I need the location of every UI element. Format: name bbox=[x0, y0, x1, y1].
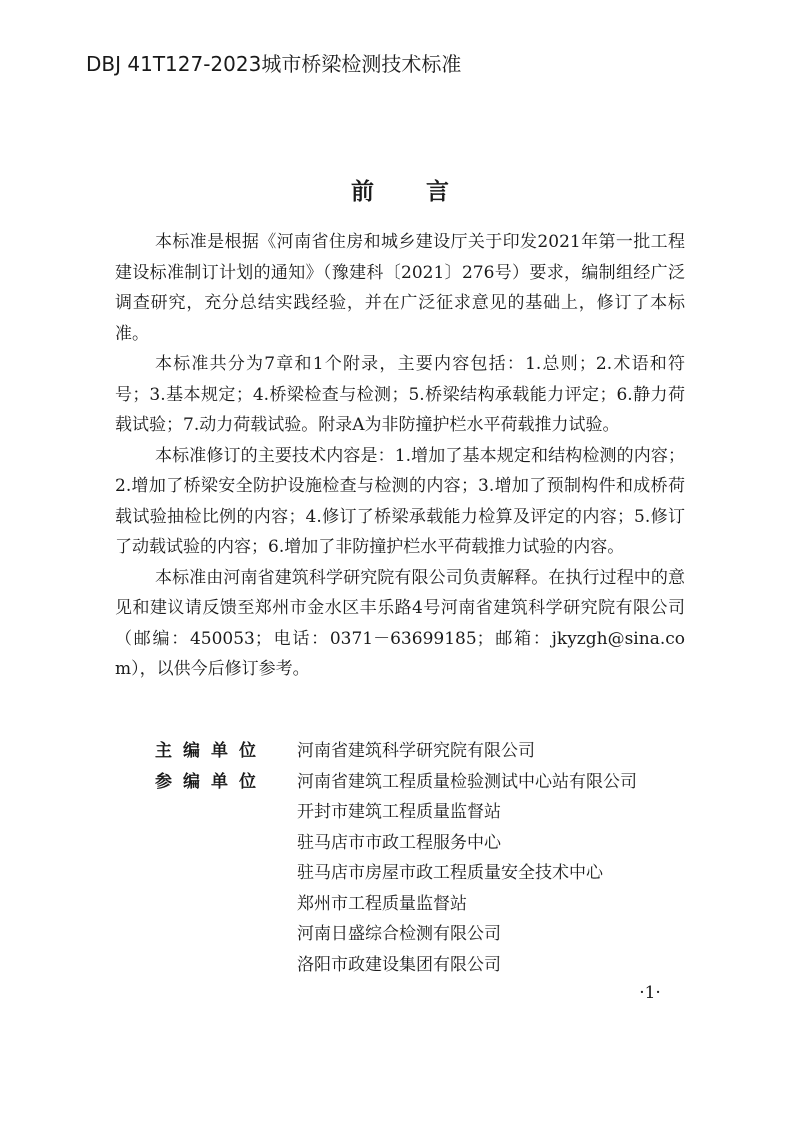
chief-unit-list bbox=[297, 736, 535, 767]
page-number: ·1· bbox=[639, 983, 661, 1003]
drafting-units bbox=[155, 736, 715, 980]
paragraph-interpretation: 本标准由河南省建筑科学研究院有限公司负责解释。在执行过程中的意见和建议请反馈至郑州市金水区丰乐路4号河南省建筑科学研究院有限公司（邮编：450053；电话：0371－63699185；邮箱：jkyzgh@sina.com），以供今后修订参考。 bbox=[115, 567, 685, 679]
participating-units-label: 参编单位 bbox=[155, 771, 267, 792]
participating-units-list bbox=[297, 767, 637, 981]
participating-unit: 洛阳市政建设集团有限公司 bbox=[297, 954, 501, 975]
page-title: 前言 bbox=[351, 179, 501, 205]
paragraph-basis: 本标准是根据《河南省住房和城乡建设厅关于印发2021年第一批工程建设标准制订计划的通知》（豫建科〔2021〕276号）要求，编制组经广泛调查研究，充分总结实践经验，并在广泛征求意见的基础上，修订了本标准。 bbox=[115, 232, 685, 344]
chief-unit-name: 河南省建筑科学研究院有限公司 bbox=[297, 741, 535, 761]
running-header: DBJ 41T127-2023城市桥梁检测技术标准 bbox=[86, 52, 462, 76]
participating-unit: 驻马店市市政工程服务中心 bbox=[297, 832, 501, 853]
participating-units-row bbox=[155, 767, 715, 981]
chief-unit-label: 主编单位 bbox=[155, 741, 267, 761]
participating-unit: 郑州市工程质量监督站 bbox=[297, 893, 467, 914]
participating-unit: 驻马店市房屋市政工程质量安全技术中心 bbox=[297, 863, 603, 883]
paragraph-revisions: 本标准修订的主要技术内容是：1.增加了基本规定和结构检测的内容；2.增加了桥梁安全防护设施检查与检测的内容；3.增加了预制构件和成桥荷载试验抽检比例的内容；4.修订了桥梁承载能力检算及评定的内容；5.修订了动载试验的内容；6.增加了非防撞护栏水平荷载推力试验的内容。 bbox=[115, 445, 685, 557]
participating-unit: 河南日盛综合检测有限公司 bbox=[297, 924, 501, 944]
participating-unit: 河南省建筑工程质量检验测试中心站有限公司 bbox=[297, 771, 637, 792]
paragraph-contents: 本标准共分为7章和1个附录，主要内容包括：1.总则；2.术语和符号；3.基本规定；4.桥梁检查与检测；5.桥梁结构承载能力评定；6.静力荷载试验；7.动力荷载试验。附录A为非防撞护栏水平荷载推力试验。 bbox=[115, 354, 685, 435]
participating-unit: 开封市建筑工程质量监督站 bbox=[297, 802, 501, 822]
preface-body bbox=[115, 227, 685, 685]
chief-unit-row bbox=[155, 736, 715, 767]
